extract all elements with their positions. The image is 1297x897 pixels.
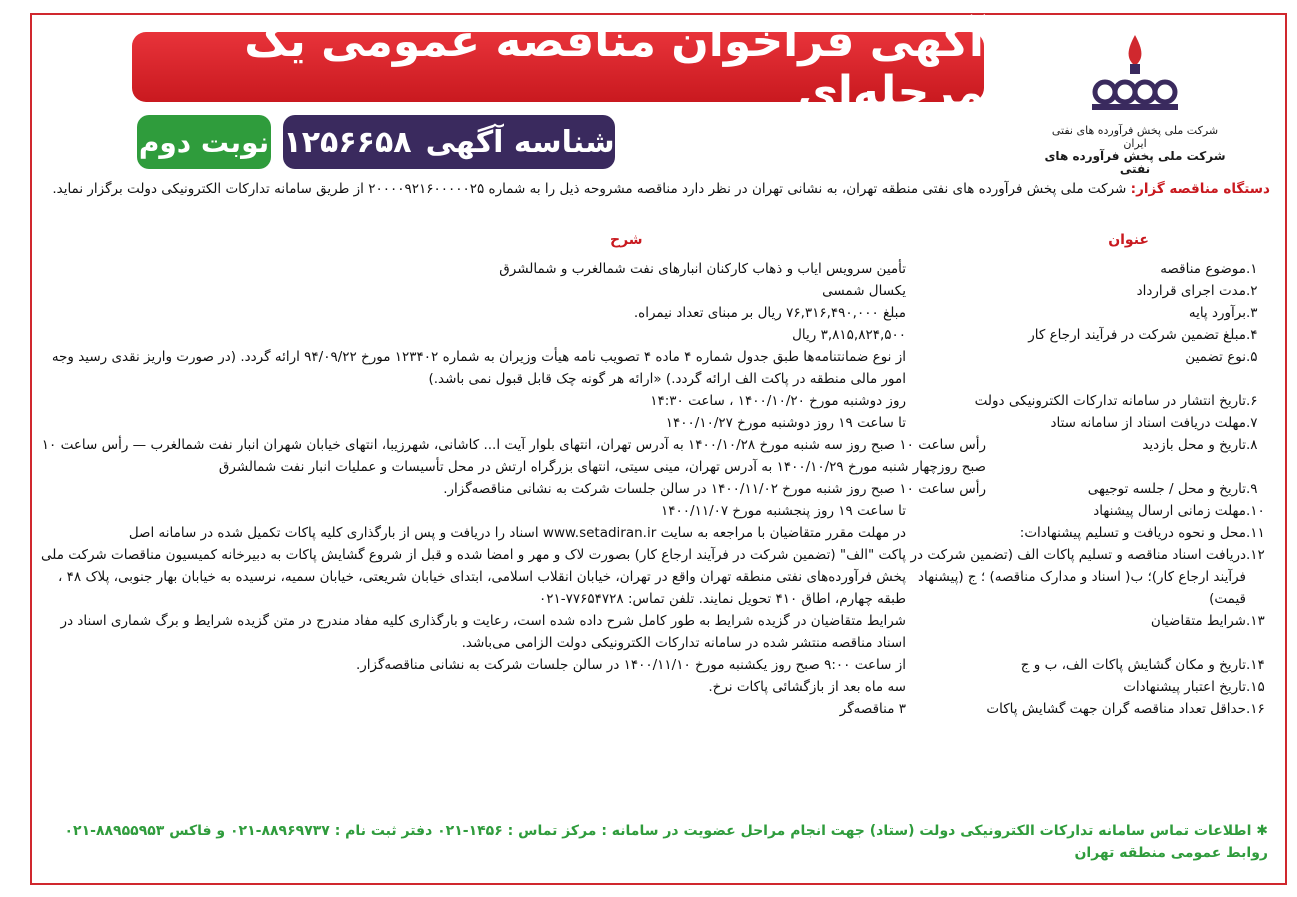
table-row — [40, 500, 1268, 522]
row-title: تاریخ اعتبار پیشنهادات — [1123, 679, 1246, 695]
table-row — [40, 544, 1268, 610]
intro-label: دستگاه مناقصه گزار: — [1130, 181, 1270, 197]
logo-text-2: شرکت ملی پخش فرآورده های نفتی — [1044, 149, 1226, 176]
row-title: موضوع مناقصه — [1160, 261, 1246, 277]
table-row — [40, 258, 1268, 280]
row-desc: شرایط متقاضیان در گزیده شرایط به طور کامل شرح داده شده است، رعایت و بارگذاری کلیه مفاد مندرج در متن گزیده شرایط و برگ شماری اسناد در اسناد مناقصه منتشر شده در سامانه تدارکات الکترونیکی دولت الزامی می‌باشد. — [60, 613, 906, 651]
row-desc: تا ساعت ۱۹ روز دوشنبه مورخ ۱۴۰۰/۱۰/۲۷ — [665, 415, 906, 431]
row-number: ۱۰. — [1246, 503, 1265, 519]
notice-table — [40, 258, 1268, 720]
company-logo — [1040, 30, 1230, 175]
row-desc: ۳ مناقصه‌گر — [839, 701, 906, 717]
logo-text-1: شرکت ملی پخش فرآورده های نفتی ایران — [1051, 124, 1219, 150]
footer-contact: اطلاعات تماس سامانه تدارکات الکترونیکی دولت (ستاد) جهت انجام مراحل عضویت در سامانه : مرکز تماس : ۱۴۵۶-۰۲۱ دفتر ثبت نام : ۸۸۹۶۹۷۳۷-۰۲۱ و فاکس ۸۸۹۵۵۹۵۳-۰۲۱ — [64, 823, 1252, 839]
flame-logo-icon — [1080, 30, 1190, 120]
row-title: مدت اجرای قرارداد — [1136, 283, 1246, 299]
row-desc: رأس ساعت ۱۰ صبح روز سه شنبه مورخ ۱۴۰۰/۱۰/۲۸ به آدرس تهران، انتهای بلوار آیت ا... کاشانی، شهرزیبا، انتهای خیابان شهران انبار نفت شمالغرب — رأس ساعت ۱۰ صبح روزچهار شنبه مورخ ۱۴۰۰/۱۰/۲۹ به آدرس تهران، مینی سیتی، انتهای بزرگراه ارتش در محل تأسیسات و عملیات انبار نفت شمالشرق — [41, 437, 986, 475]
table-row — [40, 434, 1268, 478]
table-row — [40, 698, 1268, 720]
row-desc: یکسال شمسی — [822, 283, 906, 299]
row-number: ۱۳. — [1246, 613, 1265, 629]
row-number: ۱. — [1246, 261, 1258, 277]
row-desc: مبلغ ۷۶,۳۱۶,۴۹۰,۰۰۰ ریال بر مبنای تعداد نیمراه. — [633, 305, 906, 321]
row-number: ۶. — [1246, 393, 1258, 409]
row-desc: از ساعت ۹:۰۰ صبح روز یکشنبه مورخ ۱۴۰۰/۱۱/۱۰ در سالن جلسات شرکت به نشانی مناقصه‌گزار. — [355, 657, 906, 673]
row-number: ۴. — [1246, 327, 1258, 343]
column-header-title: عنوان — [1108, 232, 1149, 248]
intro-text: شرکت ملی پخش فرآورده های نفتی منطقه تهران، به نشانی تهران در نظر دارد مناقصه مشروحه ذیل را به شماره ۲۰۰۰۰۹۲۱۶۰۰۰۰۰۲۵ از طریق سامانه تدارکات الکترونیکی دولت برگزار نماید. — [52, 181, 1127, 197]
row-desc: تأمین سرویس ایاب و ذهاب کارکنان انبارهای نفت شمالغرب و شمالشرق — [499, 261, 906, 277]
footer-signature: روابط عمومی منطقه تهران — [1074, 845, 1268, 861]
row-title: تاریخ و مکان گشایش پاکات الف، ب و ج — [1020, 657, 1246, 673]
row-title: محل و نحوه دریافت و تسلیم پیشنهادات: — [1019, 525, 1246, 541]
table-row — [40, 522, 1268, 544]
table-row — [40, 280, 1268, 302]
row-number: ۳. — [1246, 305, 1258, 321]
row-title: شرایط متقاضیان — [1150, 613, 1246, 629]
row-title: دریافت اسناد مناقصه و تسلیم پاکات الف (تضمین شرکت در فرآیند ارجاع کار)؛ ب( اسناد و مدارک مناقصه) ؛ ج (پیشنهاد قیمت) — [910, 547, 1246, 607]
footer — [40, 820, 1268, 864]
row-title: نوع تضمین — [1185, 349, 1246, 365]
table-row — [40, 412, 1268, 434]
table-row — [40, 390, 1268, 412]
intro-paragraph — [40, 178, 1270, 200]
row-desc: رأس ساعت ۱۰ صبح روز شنبه مورخ ۱۴۰۰/۱۱/۰۲ در سالن جلسات شرکت به نشانی مناقصه‌گزار. — [443, 481, 986, 497]
row-title: حداقل تعداد مناقصه گران جهت گشایش پاکات — [986, 701, 1246, 717]
column-header-desc: شرح — [610, 232, 643, 248]
row-number: ۵. — [1246, 349, 1258, 365]
row-desc: سه ماه بعد از بازگشائی پاکات نرخ. — [708, 679, 906, 695]
row-number: ۱۲. — [1246, 547, 1265, 563]
row-number: ۹. — [1246, 481, 1258, 497]
row-number: ۸. — [1246, 437, 1258, 453]
asterisk-icon: ✱ — [1251, 823, 1268, 839]
table-row — [40, 324, 1268, 346]
row-number: ۱۱. — [1246, 525, 1265, 541]
row-title: مهلت زمانی ارسال پیشنهاد — [1093, 503, 1246, 519]
row-desc: پاکت "الف" (تضمین شرکت در فرآیند ارجاع کار) بصورت لاک و مهر و امضا شده و قبل از شروع گشایش پاکات به دبیرخانه کمیسیون مناقصات شرکت ملی پخش فرآورده‌های نفتی منطقه تهران واقع در تهران، خیابان انقلاب اسلامی، ابتدای خیابان شریعتی، خیابان سمیه، نرسیده به خیابان بهار جنوبی، پلاک ۴۸ ، طبقه چهارم، اطاق ۴۱۰ تحویل نمایند. تلفن تماس: ۷۷۶۵۴۷۲۸-۰۲۱ — [41, 547, 906, 607]
table-row — [40, 478, 1268, 500]
row-title: تاریخ و محل / جلسه توجیهی — [1087, 481, 1246, 497]
row-number: ۲. — [1246, 283, 1258, 299]
row-title: تاریخ و محل بازدید — [1142, 437, 1246, 453]
row-title: برآورد پایه — [1188, 305, 1246, 321]
shenase-box — [283, 115, 615, 169]
table-row — [40, 302, 1268, 324]
row-title: مهلت دریافت اسناد از سامانه ستاد — [1050, 415, 1246, 431]
row-title: تاریخ انتشار در سامانه تدارکات الکترونیکی دولت — [974, 393, 1246, 409]
table-row — [40, 654, 1268, 676]
row-desc: تا ساعت ۱۹ روز پنجشنبه مورخ ۱۴۰۰/۱۱/۰۷ — [661, 503, 906, 519]
table-row — [40, 610, 1268, 654]
row-number: ۱۶. — [1246, 701, 1265, 717]
row-desc: در مهلت مقرر متقاضیان با مراجعه به سایت www.setadiran.ir اسناد را دریافت و پس از بارگذاری کلیه پاکات تکمیل شده در سامانه اصل — [128, 525, 906, 541]
table-row — [40, 676, 1268, 698]
row-number: ۱۴. — [1246, 657, 1265, 673]
row-title: مبلغ تضمین شرکت در فرآیند ارجاع کار — [1028, 327, 1246, 343]
shenase-number: ۱۲۵۶۶۵۸ — [283, 124, 412, 160]
table-row — [40, 346, 1268, 390]
nobat-badge: نوبت دوم — [137, 115, 271, 169]
row-number: ۱۵. — [1246, 679, 1265, 695]
banner-title: آگهی فراخوان مناقصه عمومی یک مرحله‌ای — [132, 32, 984, 102]
row-desc: ۳,۸۱۵,۸۲۴,۵۰۰ ریال — [792, 327, 906, 343]
row-desc: از نوع ضمانتنامه‌ها طبق جدول شماره ۴ ماده ۴ تصویب نامه هیأت وزیران به شماره ۱۲۳۴۰۲ مورخ ۹۴/۰۹/۲۲ ارائه گردد. (در صورت واریز نقدی رسید وجه امور مالی منطقه در پاکت الف ارائه گردد.) «ارائه هر گونه چک قابل قبول نمی باشد.) — [51, 349, 906, 387]
row-number: ۷. — [1246, 415, 1258, 431]
row-desc: روز دوشنبه مورخ ۱۴۰۰/۱۰/۲۰ ، ساعت ۱۴:۳۰ — [650, 393, 906, 409]
shenase-label: شناسه آگهی — [425, 124, 615, 160]
